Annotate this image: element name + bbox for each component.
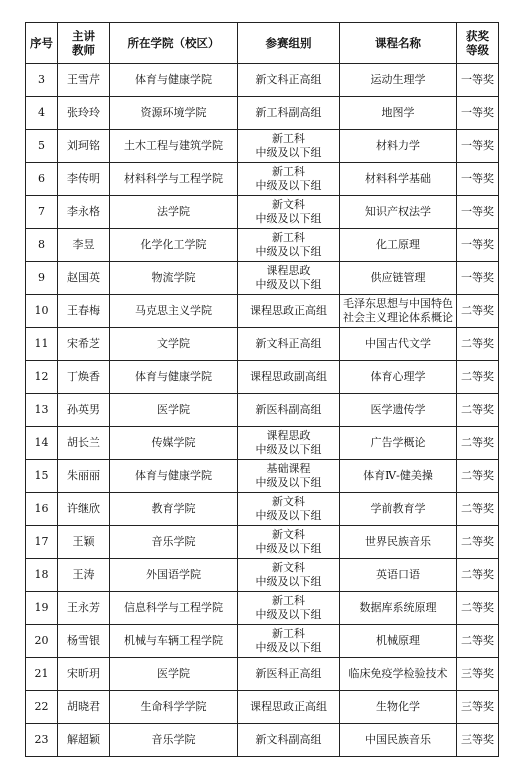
cell-college: 资源环境学院 [110, 97, 238, 130]
cell-course: 数据库系统原理 [340, 592, 457, 625]
cell-college: 外国语学院 [110, 559, 238, 592]
cell-course: 英语口语 [340, 559, 457, 592]
table-row [26, 625, 499, 658]
cell-college: 土木工程与建筑学院 [110, 130, 238, 163]
cell-course: 广告学概论 [340, 427, 457, 460]
cell-index: 5 [26, 130, 58, 163]
cell-award: 二等奖 [457, 592, 499, 625]
cell-teacher: 宋希芝 [58, 328, 110, 361]
cell-group: 新工科 中级及以下组 [238, 625, 340, 658]
cell-index: 15 [26, 460, 58, 493]
cell-college: 材料科学与工程学院 [110, 163, 238, 196]
cell-award: 一等奖 [457, 130, 499, 163]
cell-college: 文学院 [110, 328, 238, 361]
cell-index: 10 [26, 295, 58, 328]
cell-course: 运动生理学 [340, 64, 457, 97]
table-row [26, 130, 499, 163]
cell-teacher: 宋昕玥 [58, 658, 110, 691]
cell-award: 一等奖 [457, 229, 499, 262]
cell-college: 法学院 [110, 196, 238, 229]
cell-teacher: 胡长兰 [58, 427, 110, 460]
cell-award: 二等奖 [457, 526, 499, 559]
cell-award: 二等奖 [457, 427, 499, 460]
table-row [26, 328, 499, 361]
cell-group: 新工科 中级及以下组 [238, 229, 340, 262]
cell-teacher: 杨雪银 [58, 625, 110, 658]
cell-course: 地图学 [340, 97, 457, 130]
cell-teacher: 许继欣 [58, 493, 110, 526]
cell-index: 4 [26, 97, 58, 130]
cell-group: 新文科副高组 [238, 724, 340, 757]
table-row [26, 196, 499, 229]
cell-teacher: 李永格 [58, 196, 110, 229]
cell-award: 三等奖 [457, 724, 499, 757]
cell-award: 二等奖 [457, 361, 499, 394]
header-teacher: 主讲 教师 [58, 23, 110, 64]
header-award: 获奖 等级 [457, 23, 499, 64]
cell-course: 材料力学 [340, 130, 457, 163]
cell-index: 19 [26, 592, 58, 625]
cell-group: 新文科正高组 [238, 64, 340, 97]
cell-college: 化学化工学院 [110, 229, 238, 262]
cell-index: 14 [26, 427, 58, 460]
cell-college: 马克思主义学院 [110, 295, 238, 328]
cell-teacher: 王颖 [58, 526, 110, 559]
cell-course: 生物化学 [340, 691, 457, 724]
cell-group: 新工科 中级及以下组 [238, 163, 340, 196]
table-row [26, 658, 499, 691]
cell-college: 传媒学院 [110, 427, 238, 460]
cell-index: 17 [26, 526, 58, 559]
cell-college: 音乐学院 [110, 724, 238, 757]
cell-group: 课程思政正高组 [238, 691, 340, 724]
cell-course: 学前教育学 [340, 493, 457, 526]
awards-table [25, 22, 499, 757]
table-row [26, 592, 499, 625]
table-body [26, 64, 499, 757]
table-row [26, 526, 499, 559]
cell-index: 16 [26, 493, 58, 526]
cell-index: 6 [26, 163, 58, 196]
cell-index: 9 [26, 262, 58, 295]
cell-college: 体育与健康学院 [110, 460, 238, 493]
cell-group: 新医科正高组 [238, 658, 340, 691]
cell-group: 新医科副高组 [238, 394, 340, 427]
cell-index: 20 [26, 625, 58, 658]
cell-course: 机械原理 [340, 625, 457, 658]
cell-group: 新文科正高组 [238, 328, 340, 361]
cell-college: 体育与健康学院 [110, 64, 238, 97]
cell-course: 体育Ⅳ-健美操 [340, 460, 457, 493]
cell-award: 二等奖 [457, 460, 499, 493]
header-group: 参赛组别 [238, 23, 340, 64]
cell-group: 新工科副高组 [238, 97, 340, 130]
cell-group: 新工科 中级及以下组 [238, 592, 340, 625]
cell-teacher: 李传明 [58, 163, 110, 196]
cell-award: 三等奖 [457, 658, 499, 691]
table-row [26, 97, 499, 130]
cell-group: 课程思政正高组 [238, 295, 340, 328]
cell-teacher: 丁焕香 [58, 361, 110, 394]
cell-teacher: 李昱 [58, 229, 110, 262]
cell-teacher: 赵国英 [58, 262, 110, 295]
header-college: 所在学院（校区） [110, 23, 238, 64]
table-row [26, 691, 499, 724]
cell-index: 18 [26, 559, 58, 592]
cell-index: 23 [26, 724, 58, 757]
cell-course: 材料科学基础 [340, 163, 457, 196]
cell-course: 中国民族音乐 [340, 724, 457, 757]
cell-group: 新工科 中级及以下组 [238, 130, 340, 163]
cell-group: 新文科 中级及以下组 [238, 526, 340, 559]
cell-award: 二等奖 [457, 328, 499, 361]
cell-index: 11 [26, 328, 58, 361]
table-row [26, 262, 499, 295]
cell-group: 课程思政 中级及以下组 [238, 262, 340, 295]
cell-teacher: 朱丽丽 [58, 460, 110, 493]
cell-teacher: 张玲玲 [58, 97, 110, 130]
table-row [26, 460, 499, 493]
table-row [26, 559, 499, 592]
cell-group: 新文科 中级及以下组 [238, 196, 340, 229]
cell-award: 一等奖 [457, 64, 499, 97]
cell-teacher: 解超颖 [58, 724, 110, 757]
cell-college: 生命科学学院 [110, 691, 238, 724]
cell-course: 中国古代文学 [340, 328, 457, 361]
table-row [26, 229, 499, 262]
table-row [26, 163, 499, 196]
cell-college: 信息科学与工程学院 [110, 592, 238, 625]
cell-teacher: 王雪芹 [58, 64, 110, 97]
cell-course: 医学遗传学 [340, 394, 457, 427]
header-index: 序号 [26, 23, 58, 64]
table-row [26, 361, 499, 394]
table-row [26, 724, 499, 757]
cell-group: 新文科 中级及以下组 [238, 493, 340, 526]
header-row [26, 23, 499, 64]
cell-course: 供应链管理 [340, 262, 457, 295]
cell-teacher: 王永芳 [58, 592, 110, 625]
cell-award: 二等奖 [457, 625, 499, 658]
cell-index: 21 [26, 658, 58, 691]
cell-course: 毛泽东思想与中国特色 社会主义理论体系概论 [340, 295, 457, 328]
cell-course: 知识产权法学 [340, 196, 457, 229]
table-row [26, 64, 499, 97]
table-row [26, 295, 499, 328]
cell-award: 二等奖 [457, 394, 499, 427]
cell-index: 3 [26, 64, 58, 97]
cell-index: 8 [26, 229, 58, 262]
cell-index: 22 [26, 691, 58, 724]
cell-award: 一等奖 [457, 97, 499, 130]
cell-award: 二等奖 [457, 559, 499, 592]
cell-index: 7 [26, 196, 58, 229]
cell-teacher: 孙英男 [58, 394, 110, 427]
cell-group: 课程思政 中级及以下组 [238, 427, 340, 460]
cell-award: 二等奖 [457, 295, 499, 328]
cell-teacher: 王涛 [58, 559, 110, 592]
cell-award: 二等奖 [457, 493, 499, 526]
cell-college: 机械与车辆工程学院 [110, 625, 238, 658]
cell-teacher: 胡晓君 [58, 691, 110, 724]
cell-course: 临床免疫学检验技术 [340, 658, 457, 691]
cell-course: 体育心理学 [340, 361, 457, 394]
cell-award: 一等奖 [457, 163, 499, 196]
cell-index: 12 [26, 361, 58, 394]
cell-college: 物流学院 [110, 262, 238, 295]
cell-college: 医学院 [110, 394, 238, 427]
cell-college: 音乐学院 [110, 526, 238, 559]
table-row [26, 427, 499, 460]
cell-college: 教育学院 [110, 493, 238, 526]
cell-group: 基础课程 中级及以下组 [238, 460, 340, 493]
cell-teacher: 刘珂铭 [58, 130, 110, 163]
cell-college: 体育与健康学院 [110, 361, 238, 394]
table-row [26, 394, 499, 427]
cell-course: 世界民族音乐 [340, 526, 457, 559]
cell-course: 化工原理 [340, 229, 457, 262]
cell-award: 一等奖 [457, 262, 499, 295]
table-row [26, 493, 499, 526]
cell-group: 新文科 中级及以下组 [238, 559, 340, 592]
cell-index: 13 [26, 394, 58, 427]
cell-group: 课程思政副高组 [238, 361, 340, 394]
cell-award: 一等奖 [457, 196, 499, 229]
cell-award: 三等奖 [457, 691, 499, 724]
cell-college: 医学院 [110, 658, 238, 691]
cell-teacher: 王春梅 [58, 295, 110, 328]
header-course: 课程名称 [340, 23, 457, 64]
